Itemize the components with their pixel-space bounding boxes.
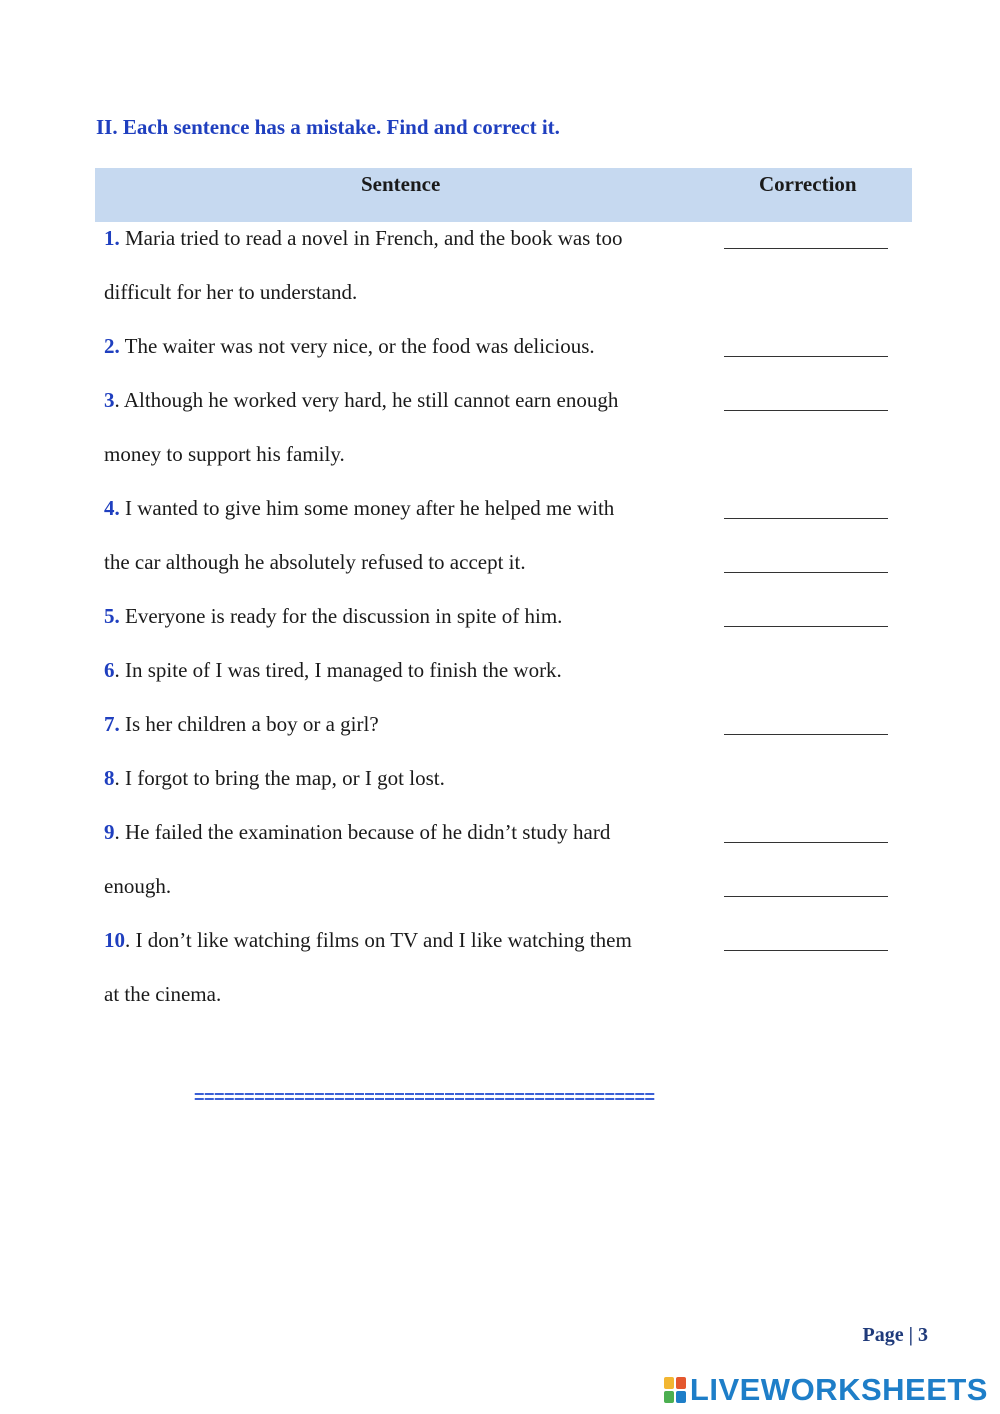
item-number: 3 (104, 388, 115, 412)
sentence-text: The waiter was not very nice, or the food was delicious. (119, 334, 595, 358)
item-number: 1. (104, 226, 120, 250)
sentence-text: Maria tried to read a novel in French, and the book was too (119, 226, 623, 250)
item-number: 2. (104, 334, 120, 358)
sentence-6-line-1 (104, 656, 704, 684)
sentence-3-line-1 (104, 386, 704, 414)
correction-blank-7[interactable] (724, 734, 888, 735)
correction-blank-1[interactable] (724, 248, 888, 249)
correction-blank-9a[interactable] (724, 842, 888, 843)
sentence-9-line-1 (104, 818, 704, 846)
item-number: 9 (104, 820, 115, 844)
liveworksheets-brand[interactable] (664, 1372, 988, 1408)
sentence-text: I wanted to give him some money after he helped me with (119, 496, 615, 520)
item-number: 4. (104, 496, 120, 520)
item-number: 5. (104, 604, 120, 628)
sentence-text: . I forgot to bring the map, or I got lost. (114, 766, 445, 790)
correction-blank-3[interactable] (724, 410, 888, 411)
sentence-5-line-1 (104, 602, 704, 630)
brand-name: LIVEWORKSHEETS (689, 1372, 988, 1407)
correction-blank-10[interactable] (724, 950, 888, 951)
sentence-3-line-2: money to support his family. (104, 442, 345, 466)
sentence-10-line-1 (104, 926, 704, 954)
sentence-4-line-1 (104, 494, 704, 522)
sentence-10-line-2: at the cinema. (104, 982, 222, 1006)
item-number: 8 (104, 766, 115, 790)
sentence-2-line-1 (104, 332, 704, 360)
sentence-text: Is her children a boy or a girl? (119, 712, 379, 736)
correction-blank-4a[interactable] (724, 518, 888, 519)
item-number: 6 (104, 658, 115, 682)
sentence-1-line-1 (104, 224, 704, 252)
item-number: 10 (104, 928, 125, 952)
liveworksheets-logo-icon (664, 1377, 686, 1403)
sentence-text: . He failed the examination because of he didn’t study hard (114, 820, 611, 844)
item-number: 7. (104, 712, 120, 736)
header-correction: Correction (759, 172, 857, 196)
table-header (95, 168, 912, 222)
correction-blank-4b[interactable] (724, 572, 888, 573)
sentence-1-line-2: difficult for her to understand. (104, 280, 358, 304)
sentence-4-line-2: the car although he absolutely refused to accept it. (104, 550, 526, 574)
section-heading: II. Each sentence has a mistake. Find and correct it. (96, 115, 560, 139)
header-sentence: Sentence (361, 172, 441, 196)
correction-blank-9b[interactable] (724, 896, 888, 897)
sentence-text: . Although he worked very hard, he still cannot earn enough (114, 388, 619, 412)
correction-blank-5[interactable] (724, 626, 888, 627)
sentence-9-line-2: enough. (104, 874, 172, 898)
correction-blank-2[interactable] (724, 356, 888, 357)
sentence-text: . In spite of I was tired, I managed to finish the work. (114, 658, 562, 682)
sentence-text: . I don’t like watching films on TV and I like watching them (125, 928, 632, 952)
separator-line: ============================================== (194, 1087, 655, 1107)
sentence-8-line-1 (104, 764, 704, 792)
sentence-7-line-1 (104, 710, 704, 738)
sentence-text: Everyone is ready for the discussion in spite of him. (119, 604, 563, 628)
page-number: Page | 3 (862, 1324, 928, 1346)
